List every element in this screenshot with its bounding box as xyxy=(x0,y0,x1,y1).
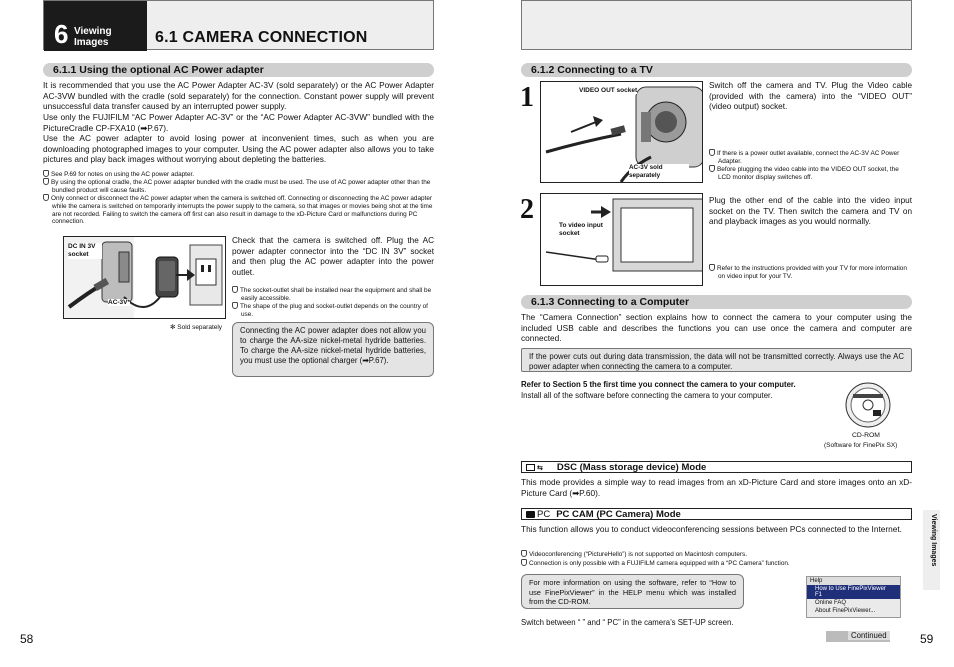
step1-note-1: If there is a power outlet available, connect the AC-3V AC Power Adapter. xyxy=(709,149,912,166)
chapter-label: Viewing Images xyxy=(74,26,112,48)
step-2-number: 2 xyxy=(520,194,534,225)
continued-label: Continued xyxy=(848,631,890,640)
side-tab-label: Viewing Images xyxy=(930,514,937,567)
dsc-mode-icon xyxy=(526,464,535,471)
s611-para-1: It is recommended that you use the AC Power Adapter AC-3V (sold separately) or the AC Power Adapter AC-3VW bundled with the cradle (sold separately) for the connection. Constant power supply will prevent unsuccessful data transfer caused by an interrupted power supply. xyxy=(43,80,434,112)
sold-separately-note: ✻ Sold separately xyxy=(170,324,223,331)
help-menu-screenshot xyxy=(806,576,901,618)
page-number-right: 59 xyxy=(920,632,934,646)
ac-adapter-figure xyxy=(63,236,226,319)
s613-install: Install all of the software before connecting the camera to your computer. xyxy=(521,391,773,400)
s611-para-2: Use only the FUJIFILM “AC Power Adapter AC-3V” or the “AC Power Adapter AC-3VW” bundled with the PictureCradle CP-FXA10 (➡P.67). xyxy=(43,112,434,133)
help-menu-item-faq[interactable]: Online FAQ xyxy=(815,600,847,606)
page-number-left: 58 xyxy=(20,632,34,646)
note-icon xyxy=(232,286,238,293)
s613-power-box: If the power cuts out during data transmission, the data will not be transmitted correctly. Always use the AC power adapter when connecting the camera to a computer. xyxy=(521,348,912,372)
dsc-mode-bar: ⇆ DSC (Mass storage device) Mode xyxy=(521,461,912,473)
switch-text: Switch between “ ” and “ PC” in the camera’s SET-UP screen. xyxy=(521,618,734,627)
note-icon xyxy=(709,264,715,271)
s611-note-2: By using the optional cradle, the AC power adapter bundled with the cradle must be used. The use of AC power adapter other than the bundled product will cause faults. xyxy=(43,178,434,195)
dc-in-label: DC IN 3V socket xyxy=(68,243,102,259)
cd-rom-label: CD-ROM xyxy=(852,432,880,439)
chapter-tab xyxy=(44,1,147,51)
tv-video-input-illustration xyxy=(541,194,703,286)
tv-step1-figure xyxy=(540,81,703,183)
video-out-label: VIDEO OUT socket xyxy=(579,87,638,94)
step1-text: Switch off the camera and TV. Plug the Video cable (provided with the camera) into the “VIDEO OUT” (video output) socket. xyxy=(709,81,912,112)
note-icon xyxy=(521,550,527,557)
section-heading-613: 6.1.3 Connecting to a Computer xyxy=(521,295,912,309)
s611-right-note-2: The shape of the plug and socket-outlet depends on the country of use. xyxy=(232,302,434,319)
pc-note-1: Videoconferencing (“PictureHello”) is not supported on Macintosh computers. xyxy=(521,550,881,559)
ac-3v-label: AC-3V* xyxy=(108,299,131,306)
note-icon xyxy=(709,165,715,172)
note-icon xyxy=(43,170,49,177)
cd-rom-sublabel: (Software for FinePix SX) xyxy=(824,442,898,449)
video-input-label: To video input socket xyxy=(559,222,603,237)
pc-note-2: Connection is only possible with a FUJIFILM camera equipped with a “PC Camera” function. xyxy=(521,559,881,568)
step2-note: Refer to the instructions provided with your TV for more information on video input for your TV. xyxy=(709,264,912,281)
note-icon xyxy=(43,178,49,185)
help-menu-item-about[interactable]: About FinePixViewer... xyxy=(815,608,876,614)
tv-step2-figure xyxy=(540,193,703,286)
note-icon xyxy=(709,149,715,156)
cd-rom-icon xyxy=(845,382,891,428)
note-icon xyxy=(43,194,49,201)
step1-note-2: Before plugging the video cable into the VIDEO OUT socket, the LCD monitor display switches off. xyxy=(709,165,912,182)
section-heading-612: 6.1.2 Connecting to a TV xyxy=(521,63,912,77)
s611-note-3: Only connect or disconnect the AC power adapter when the camera is switched off. Connecting or disconnecting the AC power adapter while the camera is switched on temporarily interrupts the power supply to the camera, so that images or movies being shot at the time are not recorded. Failing to switch the camera off first can also result in damage to the xD-Picture Card or malfunctions during PC connection. xyxy=(43,194,434,226)
s613-refer: Refer to Section 5 the first time you connect the camera to your computer. xyxy=(521,380,796,389)
left-header-bar xyxy=(43,0,434,50)
note-icon xyxy=(232,302,238,309)
ac-3v-sold-label: AC-3V sold separately xyxy=(629,164,689,179)
step2-text: Plug the other end of the cable into the video input socket on the TV. Then switch the camera and TV on and playback images as you would normally. xyxy=(709,196,912,227)
usb-arrow-icon: ⇆ xyxy=(537,465,543,472)
pc-cam-text: This function allows you to conduct videoconferencing sessions between PCs connected to the Internet. xyxy=(521,524,902,534)
chapter-number: 6 xyxy=(54,19,69,49)
s613-para-1: The “Camera Connection” section explains how to connect the camera to your computer using the included USB cable and describes the functions you can use once the camera and computer are connected. xyxy=(521,312,912,344)
help-menu-title: Help xyxy=(807,577,900,585)
section-heading-611: 6.1.1 Using the optional AC Power adapter xyxy=(43,63,434,77)
side-tab xyxy=(923,510,940,590)
step-1-number: 1 xyxy=(520,82,534,113)
s611-charging-box: Connecting the AC power adapter does not allow you to charge the AA-size nickel-metal hydride batteries. To charge the AA-size nickel-metal hydride batteries, you must use the optional charger (➡P.67). xyxy=(232,322,434,377)
dsc-text: This mode provides a simple way to read images from an xD-Picture Card and store images onto an xD-Picture Card (➡P.60). xyxy=(521,477,912,498)
page-title: 6.1 CAMERA CONNECTION xyxy=(155,29,368,46)
s611-right-note-1: The socket-outlet shall be installed near the equipment and shall be easily accessible. xyxy=(232,286,434,303)
right-header-bar xyxy=(521,0,912,50)
note-icon xyxy=(521,559,527,566)
s611-note-1: See P.69 for notes on using the AC power adapter. xyxy=(43,170,434,179)
pc-cam-bar: PC PC CAM (PC Camera) Mode xyxy=(521,508,912,520)
camera-icon xyxy=(526,511,535,518)
s611-right-text: Check that the camera is switched off. Plug the AC power adapter connector into the “DC IN 3V” socket and then plug the AC power adapter into the power outlet. xyxy=(232,236,434,277)
help-menu-item-how-to[interactable]: How to Use FinePixViewer F1 xyxy=(807,585,900,599)
help-info-box: For more information on using the software, refer to “How to use FinePixViewer” in the HELP menu which was installed from the CD-ROM. xyxy=(521,574,744,609)
s611-para-3: Use the AC power adapter to avoid losing power at inconvenient times, such as when you are downloading photographed images to your computer. Using the AC power adapter also allows you to take pictures and play back images without worrying about depleting the batteries. xyxy=(43,133,434,165)
